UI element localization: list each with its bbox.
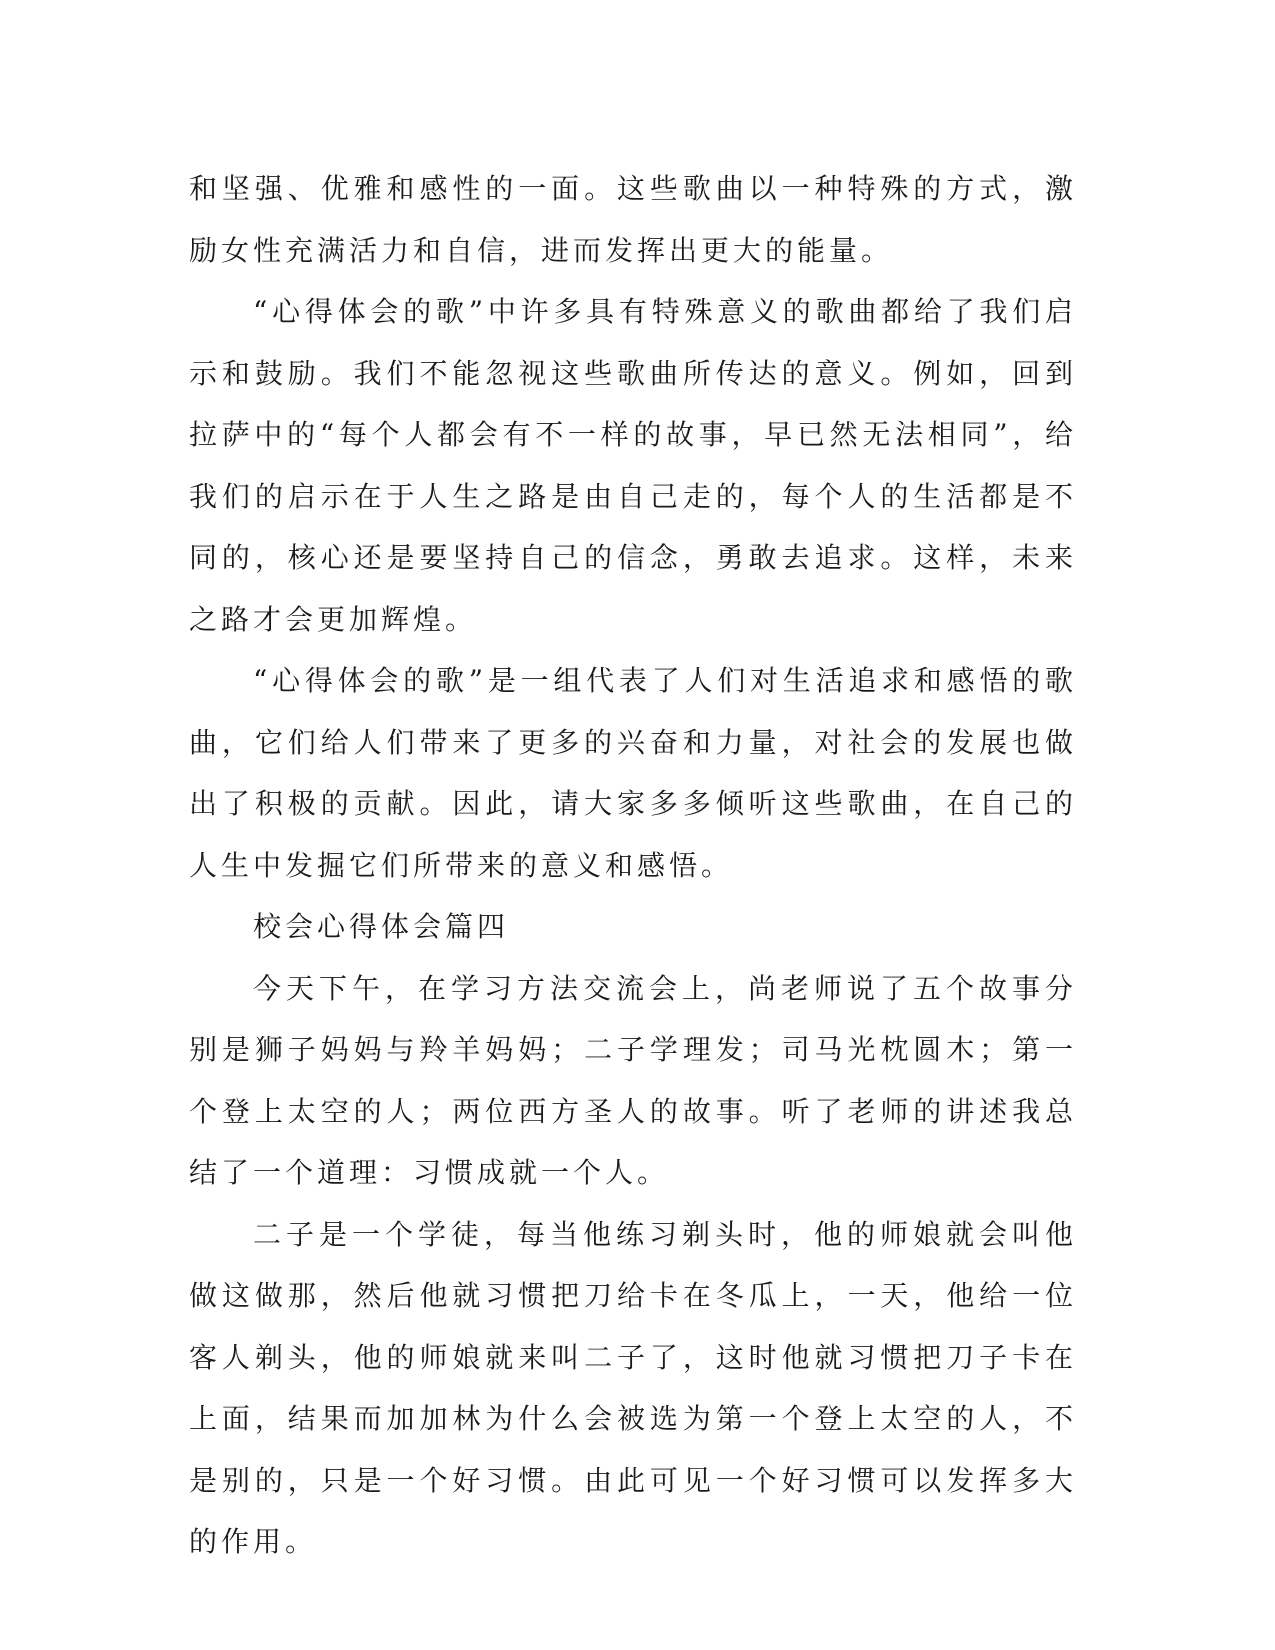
document-body [189,158,1077,1573]
paragraph-4: 今天下午，在学习方法交流会上，尚老师说了五个故事分别是狮子妈妈与羚羊妈妈；二子学理发；司马光枕圆木；第一个登上太空的人；两位西方圣人的故事。听了老师的讲述我总结了一个道理：习惯成就一个人。 [189,971,1077,1189]
paragraph-2: “心得体会的歌”中许多具有特殊意义的歌曲都给了我们启示和鼓励。我们不能忽视这些歌曲所传达的意义。例如，回到拉萨中的“每个人都会有不一样的故事，早已然无法相同”，给我们的启示在于人生之路是由自己走的，每个人的生活都是不同的，核心还是要坚持自己的信念，勇敢去追求。这样，未来之路才会更加辉煌。 [189,295,1077,636]
section-heading: 校会心得体会篇四 [253,910,510,943]
paragraph-1: 和坚强、优雅和感性的一面。这些歌曲以一种特殊的方式，激励女性充满活力和自信，进而发挥出更大的能量。 [189,172,1077,267]
paragraph-3: “心得体会的歌”是一组代表了人们对生活追求和感悟的歌曲，它们给人们带来了更多的兴奋和力量，对社会的发展也做出了积极的贡献。因此，请大家多多倾听这些歌曲，在自己的人生中发掘它们所带来的意义和感悟。 [189,664,1077,882]
paragraph-5: 二子是一个学徒，每当他练习剃头时，他的师娘就会叫他做这做那，然后他就习惯把刀给卡在冬瓜上，一天，他给一位客人剃头，他的师娘就来叫二子了，这时他就习惯把刀子卡在上面，结果而加加林为什么会被选为第一个登上太空的人，不是别的，只是一个好习惯。由此可见一个好习惯可以发挥多大的作用。 [189,1217,1077,1558]
